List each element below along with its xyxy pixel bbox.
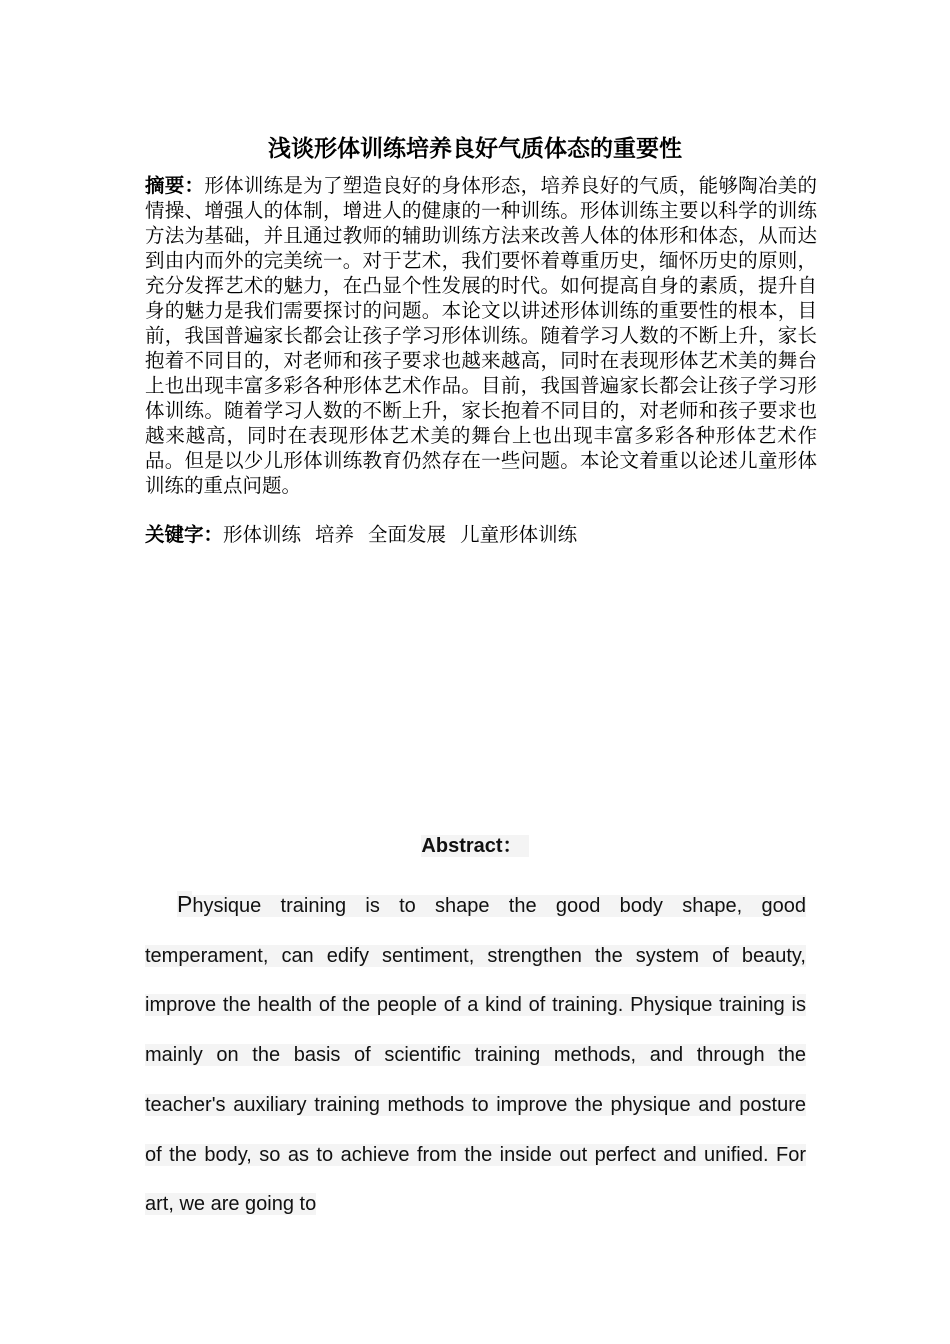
keyword-item: 培养 xyxy=(315,523,355,546)
english-abstract-text xyxy=(145,891,806,1216)
chinese-abstract-label: 摘要： xyxy=(145,174,205,197)
keywords-line xyxy=(145,522,817,547)
document-title: 浅谈形体训练培养良好气质体态的重要性 xyxy=(268,136,682,162)
chinese-abstract xyxy=(145,173,817,498)
english-abstract-rest: hysique training is to shape the good body shape, good temperament, can edify sentiment, strengthen the system of beauty, improve the health of the people of a kind of training. Physique training is mainly on the basis of scientific training methods, and through the teacher's auxiliary training methods to improve the physique and posture of the body, so as to achieve from the inside out perfect and unified. For art, we are going to xyxy=(145,895,806,1216)
english-abstract-body xyxy=(145,880,806,1230)
keyword-item: 全面发展 xyxy=(368,523,447,546)
keyword-item: 儿童形体训练 xyxy=(460,523,578,546)
keywords-label: 关键字： xyxy=(145,523,224,546)
english-abstract-first-letter: P xyxy=(177,891,193,917)
chinese-abstract-text: 形体训练是为了塑造良好的身体形态，培养良好的气质，能够陶冶美的情操、增强人的体制，增进人的健康的一种训练。形体训练主要以科学的训练方法为基础，并且通过教师的辅助训练方法来改善人体的体形和体态，从而达到由内而外的完美统一。对于艺术，我们要怀着尊重历史，缅怀历史的原则，充分发挥艺术的魅力，在凸显个性发展的时代。如何提高自身的素质，提升自身的魅力是我们需要探讨的问题。本论文以讲述形体训练的重要性的根本，目前，我国普遍家长都会让孩子学习形体训练。随着学习人数的不断上升，家长抱着不同目的，对老师和孩子要求也越来越高，同时在表现形体艺术美的舞台上也出现丰富多彩各种形体艺术作品。目前，我国普遍家长都会让孩子学习形体训练。随着学习人数的不断上升，家长抱着不同目的，对老师和孩子要求也越来越高，同时在表现形体艺术美的舞台上也出现丰富多彩各种形体艺术作品。但是以少儿形体训练教育仍然存在一些问题。本论文着重以论述儿童形体训练的重点问题。 xyxy=(145,174,817,497)
english-abstract-heading xyxy=(0,832,950,860)
keyword-item: 形体训练 xyxy=(223,523,302,546)
english-abstract-heading-text: Abstract： xyxy=(421,835,528,857)
